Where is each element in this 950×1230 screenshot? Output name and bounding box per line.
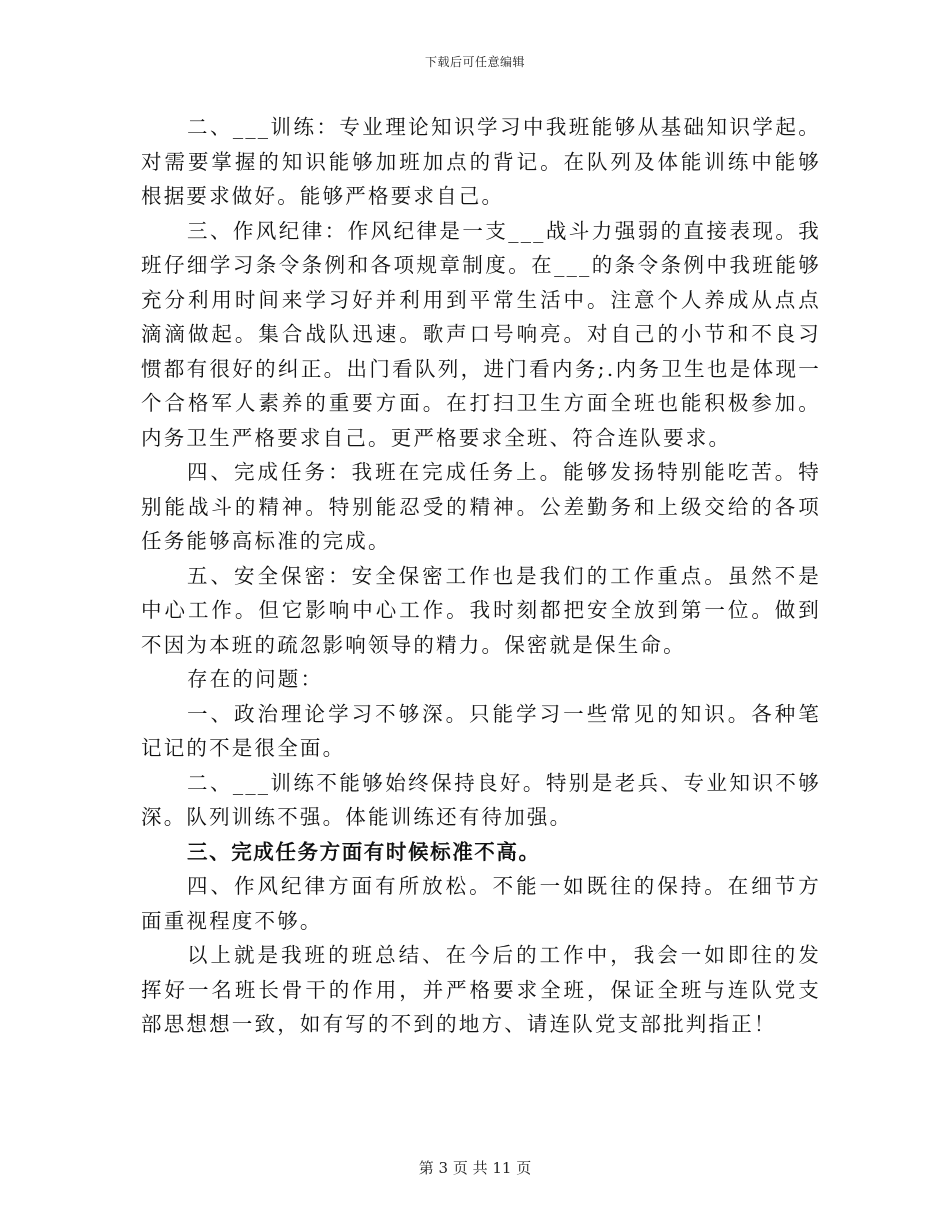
- paragraph-conclusion: 以上就是我班的班总结、在今后的工作中，我会一如即往的发挥好一名班长骨干的作用，并严格要求全班，保证全班与连队党支部思想想一致，如有写的不到的地方、请连队党支部批判指正！: [141, 943, 821, 1036]
- paragraph-security: 五、安全保密：安全保密工作也是我们的工作重点。虽然不是中心工作。但它影响中心工作。我时刻都把安全放到第一位。做到不因为本班的疏忽影响领导的精力。保密就是保生命。: [141, 563, 821, 657]
- paragraph-tasks: 四、完成任务：我班在完成任务上。能够发扬特别能吃苦。特别能战斗的精神。特别能忍受的精神。公差勤务和上级交给的各项任务能够高标准的完成。: [141, 460, 821, 553]
- page-header: 下载后可任意编辑: [424, 55, 525, 69]
- problem-item-2: 二、___训练不能够始终保持良好。特别是老兵、专业知识不够深。队列训练不强。体能训练还有待加强。: [141, 770, 821, 829]
- paragraph-discipline: 三、作风纪律：作风纪律是一支___战斗力强弱的直接表现。我班仔细学习条令条例和各项规章制度。在___的条令条例中我班能够充分利用时间来学习好并利用到平常生活中。注意个人养成从点点滴滴做起。集合战队迅速。歌声口号响亮。对自己的小节和不良习惯都有很好的纠正。出门看队列，进门看内务;.内务卫生也是体现一个合格军人素养的重要方面。在打扫卫生方面全班也能积极参加。内务卫生严格要求自己。更严格要求全班、符合连队要求。: [141, 218, 821, 450]
- problem-item-4: 四、作风纪律方面有所放松。不能一如既往的保持。在细节方面重视程度不够。: [141, 874, 821, 933]
- section-heading-problems: 存在的问题：: [187, 667, 324, 691]
- page-number: 第 3 页 共 11 页: [418, 1159, 532, 1177]
- document-body: [141, 110, 821, 1042]
- paragraph-training: 二、___训练：专业理论知识学习中我班能够从基础知识学起。对需要掌握的知识能够加班加点的背记。在队列及体能训练中能够根据要求做好。能够严格要求自己。: [141, 115, 821, 208]
- problem-item-1: 一、政治理论学习不够深。只能学习一些常见的知识。各种笔记记的不是很全面。: [141, 701, 821, 760]
- problem-item-3: 三、完成任务方面有时候标准不高。: [187, 839, 541, 864]
